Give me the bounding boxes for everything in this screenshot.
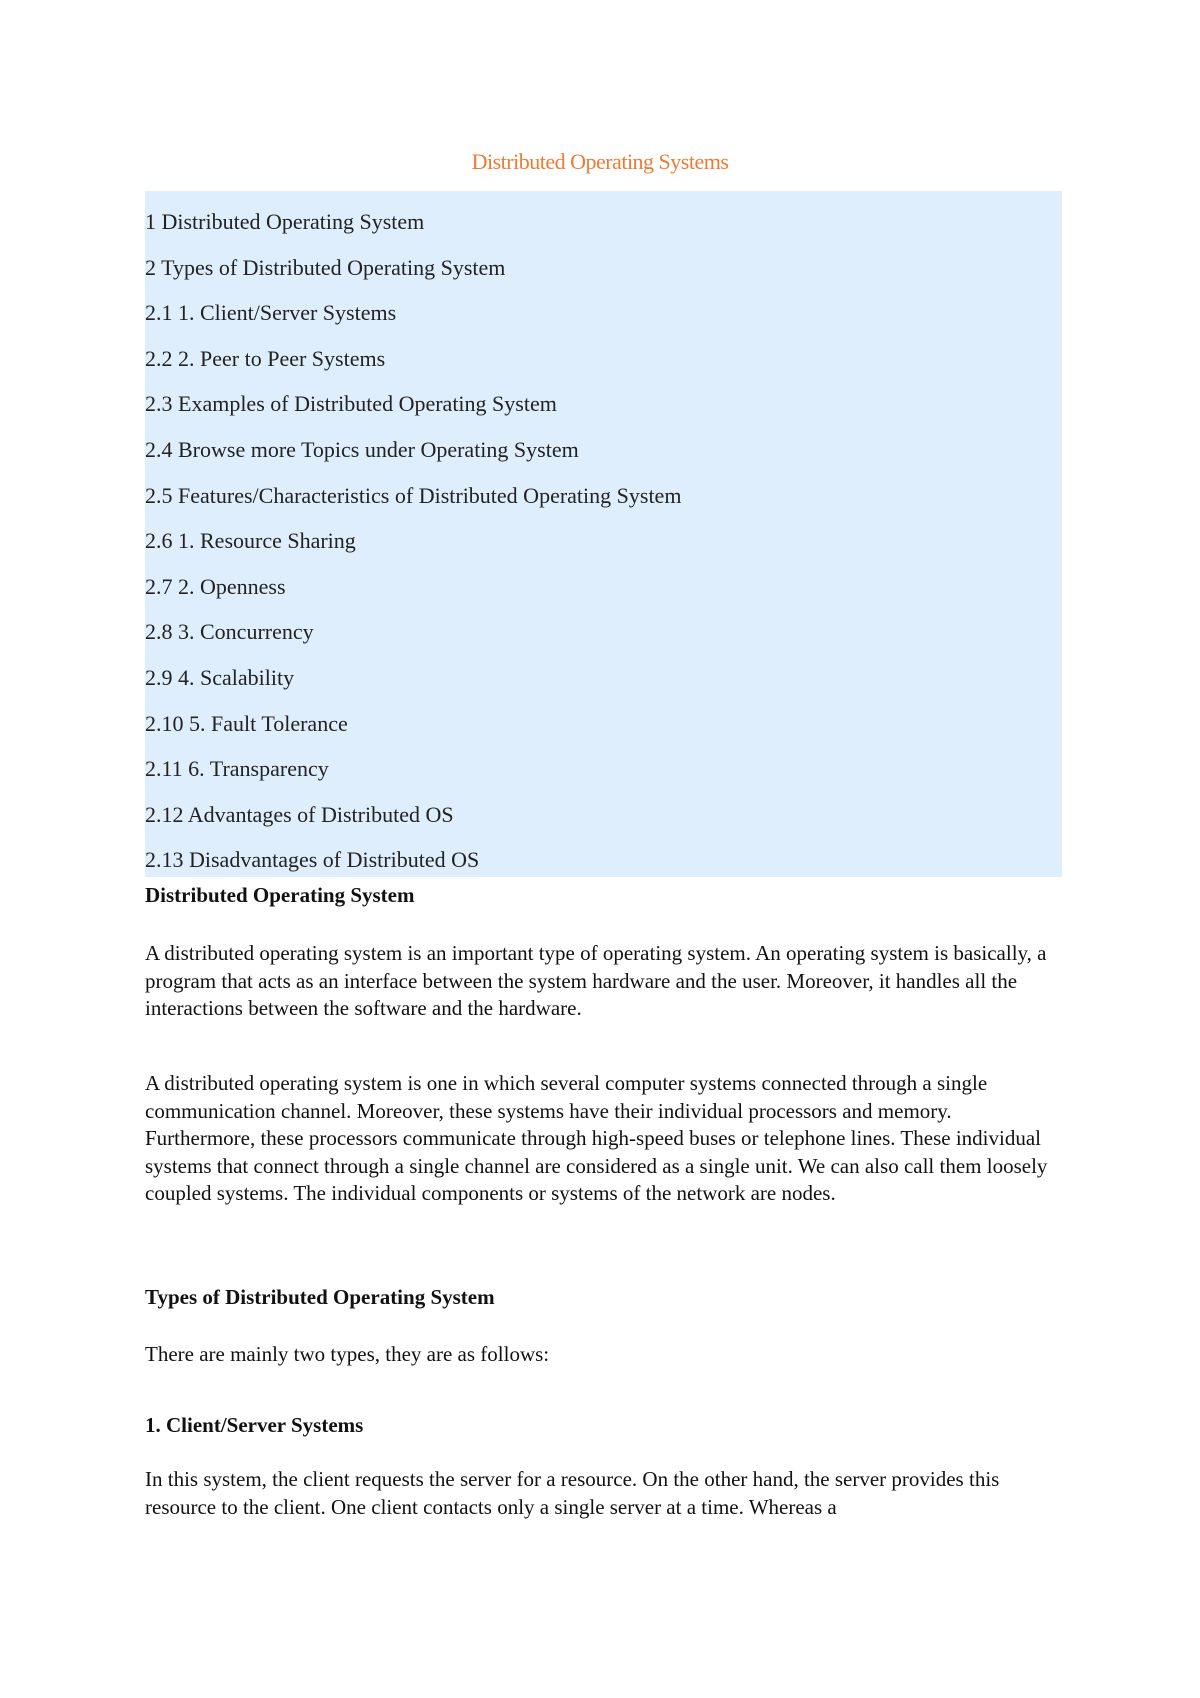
toc-item[interactable]: 2.9 4. Scalability [145, 664, 295, 690]
paragraph-block [145, 1070, 1065, 1208]
paragraph-block [145, 1466, 1065, 1521]
paragraph: There are mainly two types, they are as follows: [145, 1342, 550, 1366]
toc-item[interactable]: 2 Types of Distributed Operating System [145, 254, 506, 280]
paragraph: A distributed operating system is one in which several computer systems connected through a single communication channel. Moreover, these systems have their individual processors and memory. Furthermore, these processors communicate through high-speed buses or telephone lines. These individual systems that connect through a single channel are considered as a single unit. We can also call them loosely coupled systems. The individual components or systems of the network are nodes. [145, 1071, 1048, 1205]
toc-item[interactable]: 2.1 1. Client/Server Systems [145, 300, 397, 326]
paragraph-block [145, 940, 1065, 1023]
section-types [145, 1284, 1065, 1310]
toc-item[interactable]: 2.12 Advantages of Distributed OS [145, 801, 454, 827]
toc-item[interactable]: 2.4 Browse more Topics under Operating System [145, 436, 579, 462]
section-heading: Distributed Operating System [145, 883, 415, 907]
toc-item[interactable]: 2.10 5. Fault Tolerance [145, 710, 348, 736]
toc-item[interactable]: 1 Distributed Operating System [145, 209, 425, 234]
toc-item[interactable]: 2.11 6. Transparency [145, 756, 329, 782]
paragraph-block [145, 1341, 1065, 1369]
toc-item[interactable]: 2.6 1. Resource Sharing [145, 528, 356, 554]
subsection-heading: 1. Client/Server Systems [145, 1413, 364, 1437]
toc-item[interactable]: 2.7 2. Openness [145, 573, 286, 599]
toc-item[interactable]: 2.13 Disadvantages of Distributed OS [145, 847, 480, 873]
section-distributed-os [145, 882, 1065, 908]
section-client-server [145, 1412, 1065, 1438]
paragraph: A distributed operating system is an important type of operating system. An operating system is basically, a program that acts as an interface between the system hardware and the user. Moreover, it handles all the interactions between the software and the hardware. [145, 941, 1047, 1020]
paragraph: In this system, the client requests the server for a resource. On the other hand, the server provides this resource to the client. One client contacts only a single server at a time. Whereas a [145, 1467, 1000, 1519]
toc-item[interactable]: 2.2 2. Peer to Peer Systems [145, 345, 386, 371]
table-of-contents [145, 191, 1062, 877]
section-heading: Types of Distributed Operating System [145, 1285, 495, 1309]
toc-item[interactable]: 2.8 3. Concurrency [145, 619, 314, 645]
document-title: Distributed Operating Systems [471, 149, 729, 174]
toc-item[interactable]: 2.3 Examples of Distributed Operating System [145, 391, 557, 417]
toc-item[interactable]: 2.5 Features/Characteristics of Distributed Operating System [145, 482, 682, 508]
